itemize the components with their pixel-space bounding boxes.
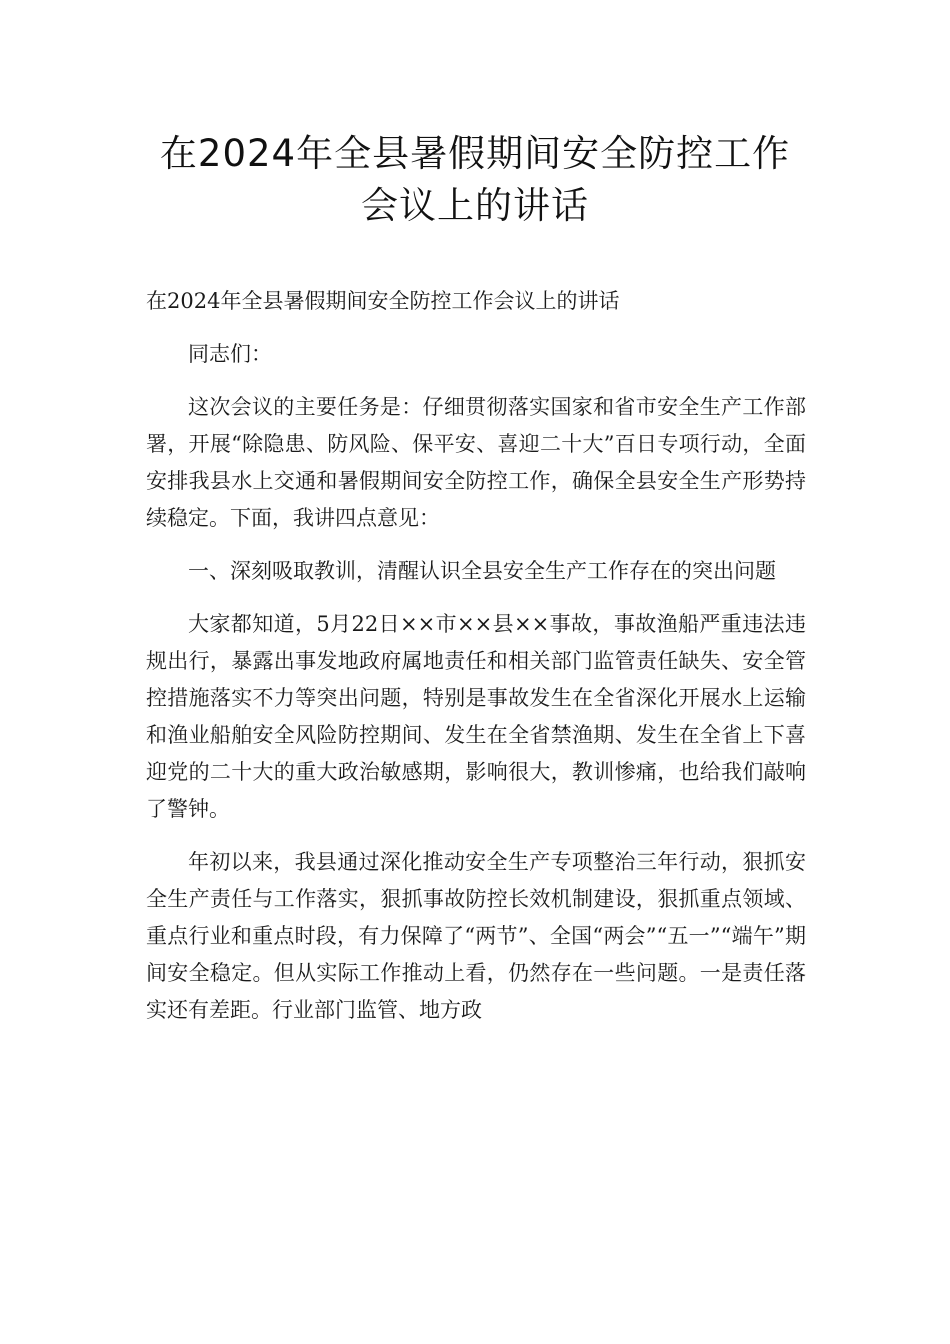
document-body — [146, 283, 806, 1045]
progress-paragraph: 年初以来，我县通过深化推动安全生产专项整治三年行动，狠抓安全生产责任与工作落实，狠抓事故防控长效机制建设，狠抓重点领域、重点行业和重点时段，有力保障了“两节”、全国“两会”“五一”“端午”期间安全稳定。但从实际工作推动上看，仍然存在一些问题。一是责任落实还有差距。行业部门监管、地方政 — [146, 850, 806, 1022]
title-line-1: 在2024年全县暑假期间安全防控工作 — [159, 132, 791, 175]
salutation-paragraph: 同志们： — [188, 342, 272, 366]
accident-paragraph: 大家都知道，5月22日××市××县××事故，事故渔船严重违法违规出行，暴露出事发地政府属地责任和相关部门监管责任缺失、安全管控措施落实不力等突出问题，特别是事故发生在全省深化开展水上运输和渔业船舶安全风险防控期间、发生在全省禁渔期、发生在全省上下喜迎党的二十大的重大政治敏感期，影响很大，教训惨痛，也给我们敲响了警钟。 — [146, 612, 806, 821]
section-one-heading: 一、深刻吸取教训，清醒认识全县安全生产工作存在的突出问题 — [188, 559, 776, 583]
document-subtitle: 在2024年全县暑假期间安全防控工作会议上的讲话 — [146, 289, 620, 313]
document-title — [100, 128, 850, 232]
intro-paragraph: 这次会议的主要任务是：仔细贯彻落实国家和省市安全生产工作部署，开展“除隐患、防风险、保平安、喜迎二十大”百日专项行动，全面安排我县水上交通和暑假期间安全防控工作，确保全县安全生产形势持续稳定。下面，我讲四点意见： — [146, 395, 806, 530]
title-line-2: 会议上的讲话 — [361, 184, 589, 227]
